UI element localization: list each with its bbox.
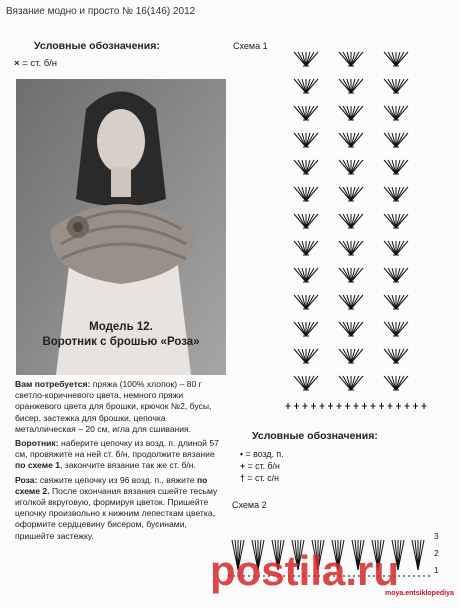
legend2-row-dc	[240, 473, 279, 483]
fan-symbol	[339, 133, 363, 147]
legend2-row-sc	[240, 461, 280, 471]
schema2-row3: 3	[434, 531, 439, 541]
schema2-row2: 2	[434, 548, 439, 558]
model-caption	[16, 320, 226, 350]
legend2-title: Условные обозначения:	[252, 430, 378, 442]
materials-paragraph	[15, 379, 225, 435]
sc-plus-symbol	[413, 403, 418, 409]
fan-symbol	[384, 295, 408, 309]
sc-plus-symbol	[422, 403, 427, 409]
instructions	[15, 379, 225, 545]
fan-symbol	[384, 133, 408, 147]
fan-symbol	[339, 295, 363, 309]
fan-symbol	[294, 52, 318, 66]
fan-symbol	[384, 187, 408, 201]
sc-plus-symbol	[362, 403, 367, 409]
sc-plus-symbol	[371, 403, 376, 409]
caption-line1: Модель 12.	[89, 321, 153, 333]
sc-plus-symbol	[294, 403, 299, 409]
schema1-title: Схема 1	[233, 41, 268, 51]
watermark-logo	[210, 545, 455, 595]
rose-text1: свяжите цепочку из 96 возд. п., вяжите	[37, 474, 197, 485]
svg-text:postila.ru: postila.ru	[210, 547, 400, 594]
sc-plus-symbol	[379, 403, 384, 409]
sc-plus-symbol	[303, 403, 308, 409]
fan-symbol	[339, 349, 363, 363]
rose-paragraph	[15, 475, 225, 542]
rose-scheme: по схеме 2.	[15, 474, 208, 496]
legend2-dc-text: = ст. с/н	[247, 473, 279, 483]
fan-symbol	[339, 241, 363, 255]
double-crochet-icon: †	[240, 473, 245, 483]
fan-symbol	[384, 349, 408, 363]
collar-paragraph	[15, 438, 225, 472]
fan-symbol	[294, 349, 318, 363]
schema2-title: Схема 2	[232, 500, 267, 510]
fan-symbol	[339, 376, 363, 390]
single-crochet-plus-icon: +	[240, 461, 246, 471]
fan-symbol	[384, 106, 408, 120]
sc-plus-symbol	[320, 403, 325, 409]
materials-label: Вам потребуется:	[15, 379, 91, 389]
fan-symbol	[294, 322, 318, 336]
legend1-title: Условные обозначения:	[34, 40, 160, 52]
fan-symbol	[339, 187, 363, 201]
collar-text1: наберите цепочку из возд. п. длиной 57 см, провяжите на ней ст. б/н, продолжите вязание	[15, 438, 219, 460]
sc-plus-symbol	[354, 403, 359, 409]
sc-plus-symbol	[337, 403, 342, 409]
sc-plus-symbol	[345, 403, 350, 409]
legend1-row-text: = ст. б/н	[22, 58, 58, 69]
fan-symbol	[294, 295, 318, 309]
fan-symbol	[339, 160, 363, 174]
fan-symbol	[294, 376, 318, 390]
fan-symbol	[384, 52, 408, 66]
legend1-row	[14, 58, 57, 69]
fan-symbol	[384, 214, 408, 228]
sc-plus-symbol	[405, 403, 410, 409]
fan-symbol	[339, 214, 363, 228]
collar-text2: , закончите вязание так же ст. б/н.	[60, 460, 196, 471]
fan-symbol	[294, 79, 318, 93]
sc-plus-symbol	[311, 403, 316, 409]
fan-symbol	[339, 52, 363, 66]
fan-symbol	[294, 160, 318, 174]
fan-symbol	[384, 322, 408, 336]
schema2-row1: 1	[434, 565, 439, 575]
rose-label: Роза:	[15, 474, 38, 485]
page-header: Вязание модно и просто № 16(146) 2012	[6, 6, 196, 17]
chain-dot-icon: •	[240, 449, 244, 459]
fan-symbol	[339, 79, 363, 93]
materials-text: пряжа (100% хлопок) – 80 г светло-коричневого цвета, немного пряжи оранжевого цвета для брошки, крючок №2, бусы, бисер, застежка для брошки, цепочка металлическая – 20 см, игла для сшивания.	[15, 379, 212, 434]
fan-symbol	[294, 187, 318, 201]
fan-symbol	[294, 241, 318, 255]
collar-scheme: по схеме 1	[15, 460, 61, 471]
sc-plus-symbol	[388, 403, 393, 409]
legend2-sc-text: = ст. б/н	[247, 461, 280, 471]
fan-symbol	[384, 376, 408, 390]
fan-symbol	[294, 133, 318, 147]
legend2-row-chain	[240, 449, 284, 459]
sc-plus-symbol	[328, 403, 333, 409]
watermark-small: moya.entsiklopediya	[385, 590, 454, 597]
caption-line2: Воротник с брошью «Роза»	[42, 336, 200, 348]
legend2-chain-text: = возд. п.	[245, 449, 284, 459]
fan-symbol	[339, 268, 363, 282]
single-crochet-x-icon: ×	[14, 58, 20, 69]
fan-symbol	[339, 322, 363, 336]
fan-symbol	[384, 79, 408, 93]
collar-label: Воротник:	[15, 438, 59, 449]
schema1-diagram	[284, 38, 434, 416]
fan-symbol	[384, 268, 408, 282]
sc-plus-symbol	[396, 403, 401, 409]
fan-symbol	[339, 106, 363, 120]
fan-symbol	[294, 214, 318, 228]
sc-plus-symbol	[286, 403, 291, 409]
fan-symbol	[384, 241, 408, 255]
fan-symbol	[294, 106, 318, 120]
rose-text2: После окончания вязания сшейте тесьму иголкой вкруговую, формируя цветок. Пришейте цепочку произвольно к нижним лепесткам цветка, оформите сердцевину бисером, бусинами, пришейте застежку.	[15, 485, 218, 541]
fan-symbol	[294, 268, 318, 282]
fan-symbol	[384, 160, 408, 174]
